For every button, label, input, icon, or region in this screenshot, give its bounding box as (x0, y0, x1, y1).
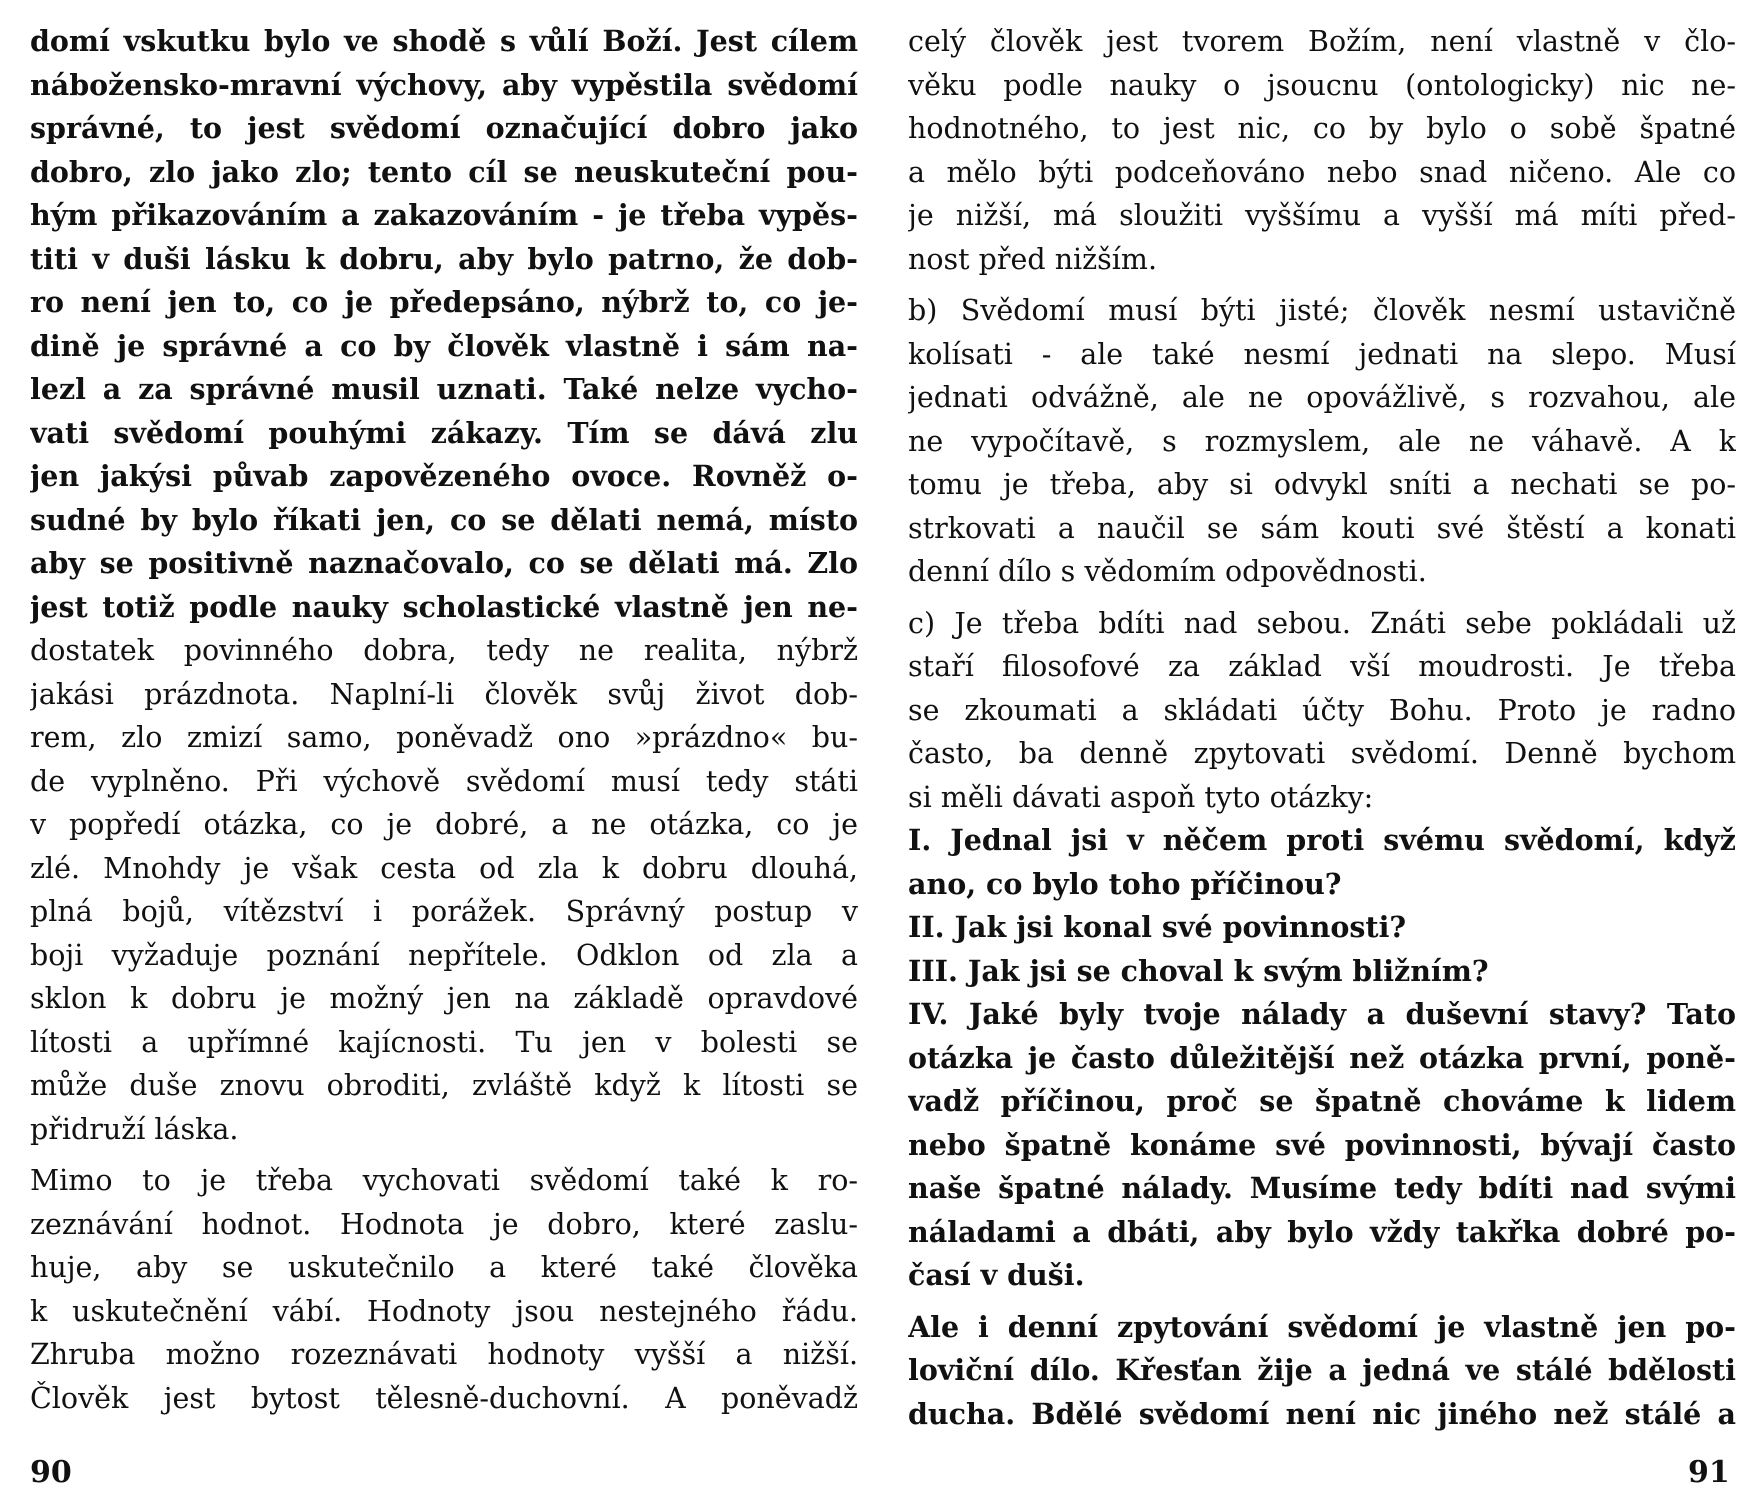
text-line: aby se positivně naznačovalo, co se dělati má. Zlo (30, 546, 858, 580)
text-line: staří filosofové za základ vší moudrosti. Je třeba (908, 650, 1736, 683)
page-number-left: 90 (30, 1455, 72, 1490)
text-line: je nižší, má sloužiti vyššímu a vyšší má míti před- (908, 199, 1736, 232)
text-line: ro není jen to, co je předepsáno, nýbrž to, co je- (30, 285, 858, 319)
text-line: ducha. Bdělé svědomí není nic jiného než stálé a (908, 1396, 1736, 1431)
text-line: II. Jak jsi konal své povinnosti? (908, 910, 1407, 944)
text-line: jest totiž podle nauky scholastické vlastně jen ne- (30, 589, 858, 624)
text-line: náladami a dbáti, aby bylo vždy takřka dobré po- (908, 1214, 1736, 1249)
text-line: dostatek povinného dobra, tedy ne realita, nýbrž (30, 634, 858, 667)
text-line: Člověk jest bytost tělesně-duchovní. A poněvadž (30, 1381, 858, 1415)
right-page (908, 20, 1736, 1436)
text-line: často, ba denně zpytovati svědomí. Denně bychom (908, 737, 1736, 770)
text-line: b) Svědomí musí býti jisté; člověk nesmí ustavičně (908, 294, 1736, 327)
text-line: Ale i denní zpytování svědomí je vlastně jen po- (908, 1309, 1736, 1344)
text-line: věku podle nauky o jsoucnu (ontologicky) nic ne- (908, 68, 1736, 102)
paragraph-gap (908, 1298, 1736, 1306)
text-line: si měli dávati aspoň tyto otázky: (908, 780, 1374, 814)
text-line: IV. Jaké byly tvoje nálady a duševní stavy? Tato (908, 997, 1736, 1031)
text-line: nost před nižším. (908, 242, 1157, 276)
text-line: Mimo to je třeba vychovati svědomí také k ro- (30, 1164, 858, 1197)
text-line: III. Jak jsi se choval k svým bližním? (908, 953, 1489, 988)
text-line: hodnotného, to jest nic, co by bylo o sobě špatné (908, 112, 1736, 145)
page-number-right: 91 (1688, 1455, 1730, 1490)
text-line: vati svědomí pouhými zákazy. Tím se dává zlu (30, 415, 858, 450)
text-line: hým přikazováním a zakazováním - je třeba vypěs- (30, 198, 858, 232)
text-line: sudné by bylo říkati jen, co se dělati nemá, místo (30, 502, 858, 537)
text-line: jednati odvážně, ale ne opovážlivě, s rozvahou, ale (908, 381, 1736, 414)
text-line: lítosti a upřímné kajícnosti. Tu jen v bolesti se (30, 1025, 858, 1059)
text-line: de vyplněno. Při výchově svědomí musí tedy státi (30, 764, 858, 798)
text-line: kolísati - ale také nesmí jednati na slepo. Musí (908, 337, 1736, 371)
text-line: jen jakýsi půvab zapovězeného ovoce. Rovněž o- (30, 459, 858, 493)
text-line: jakási prázdnota. Naplní-li člověk svůj život dob- (30, 677, 858, 711)
text-line: dině je správné a co by člověk vlastně i sám na- (30, 328, 858, 363)
text-line: otázka je často důležitější než otázka první, poně- (908, 1040, 1736, 1075)
text-line: domí vskutku bylo ve shodě s vůlí Boží. Jest cílem (30, 24, 858, 58)
text-line: titi v duši lásku k dobru, aby bylo patrno, že dob- (30, 241, 858, 276)
paragraph-gap (908, 281, 1736, 289)
text-line: nebo špatně konáme své povinnosti, bývají často (908, 1127, 1736, 1162)
text-line: loviční dílo. Křesťan žije a jedná ve stálé bdělosti (908, 1353, 1736, 1387)
left-page (30, 20, 858, 1420)
text-line: zlé. Mnohdy je však cesta od zla k dobru dlouhá, (30, 851, 858, 885)
text-line: se zkoumati a skládati účty Bohu. Proto je radno (908, 693, 1736, 727)
text-line: lezl a za správné musil uznati. Také nelze vycho- (30, 372, 858, 406)
text-line: sklon k dobru je možný jen na základě opravdové (30, 982, 858, 1015)
text-line: boji vyžaduje poznání nepřítele. Odklon od zla a (30, 938, 858, 972)
text-line: ano, co bylo toho příčinou? (908, 866, 1342, 901)
text-line: může duše znovu obroditi, zvláště když k lítosti se (30, 1069, 858, 1102)
text-line: a mělo býti podceňováno nebo snad ničeno. Ale co (908, 155, 1736, 189)
text-line: rem, zlo zmizí samo, poněvadž ono »prázdno« bu- (30, 721, 858, 754)
text-line: dobro, zlo jako zlo; tento cíl se neuskuteční pou- (30, 154, 858, 189)
text-line: vadž příčinou, proč se špatně chováme k lidem (908, 1084, 1736, 1118)
text-line: tomu je třeba, aby si odvykl sníti a nechati se po- (908, 468, 1736, 501)
text-line: Zhruba možno rozeznávati hodnoty vyšší a nižší. (30, 1338, 858, 1371)
text-line: celý člověk jest tvorem Božím, není vlastně v člo- (908, 25, 1736, 58)
text-line: denní dílo s vědomím odpovědnosti. (908, 555, 1427, 588)
text-line: v popředí otázka, co je dobré, a ne otázka, co je (30, 808, 858, 841)
text-line: nábožensko-mravní výchovy, aby vypěstila svědomí (30, 67, 858, 102)
text-line: strkovati a naučil se sám kouti své štěstí a konati (908, 511, 1736, 545)
text-line: c) Je třeba bdíti nad sebou. Znáti sebe pokládali už (908, 606, 1736, 640)
text-line: plná bojů, vítězství i porážek. Správný postup v (30, 895, 858, 928)
text-line: ne vypočítavě, s rozmyslem, ale ne váhavě. A k (908, 424, 1736, 458)
text-line: zeznávání hodnot. Hodnota je dobro, které zaslu- (30, 1207, 858, 1241)
paragraph-gap (30, 1151, 858, 1159)
text-line: huje, aby se uskutečnilo a které také člověka (30, 1251, 858, 1284)
text-line: správné, to jest svědomí označující dobro jako (30, 111, 858, 145)
text-line: naše špatné nálady. Musíme tedy bdíti nad svými (908, 1171, 1736, 1205)
text-line: I. Jednal jsi v něčem proti svému svědomí, když (908, 823, 1736, 857)
paragraph-gap (908, 594, 1736, 602)
text-line: přidruží láska. (30, 1112, 239, 1146)
text-line: k uskutečnění vábí. Hodnoty jsou nestejného řádu. (30, 1294, 858, 1328)
text-line: časí v duši. (908, 1258, 1085, 1292)
